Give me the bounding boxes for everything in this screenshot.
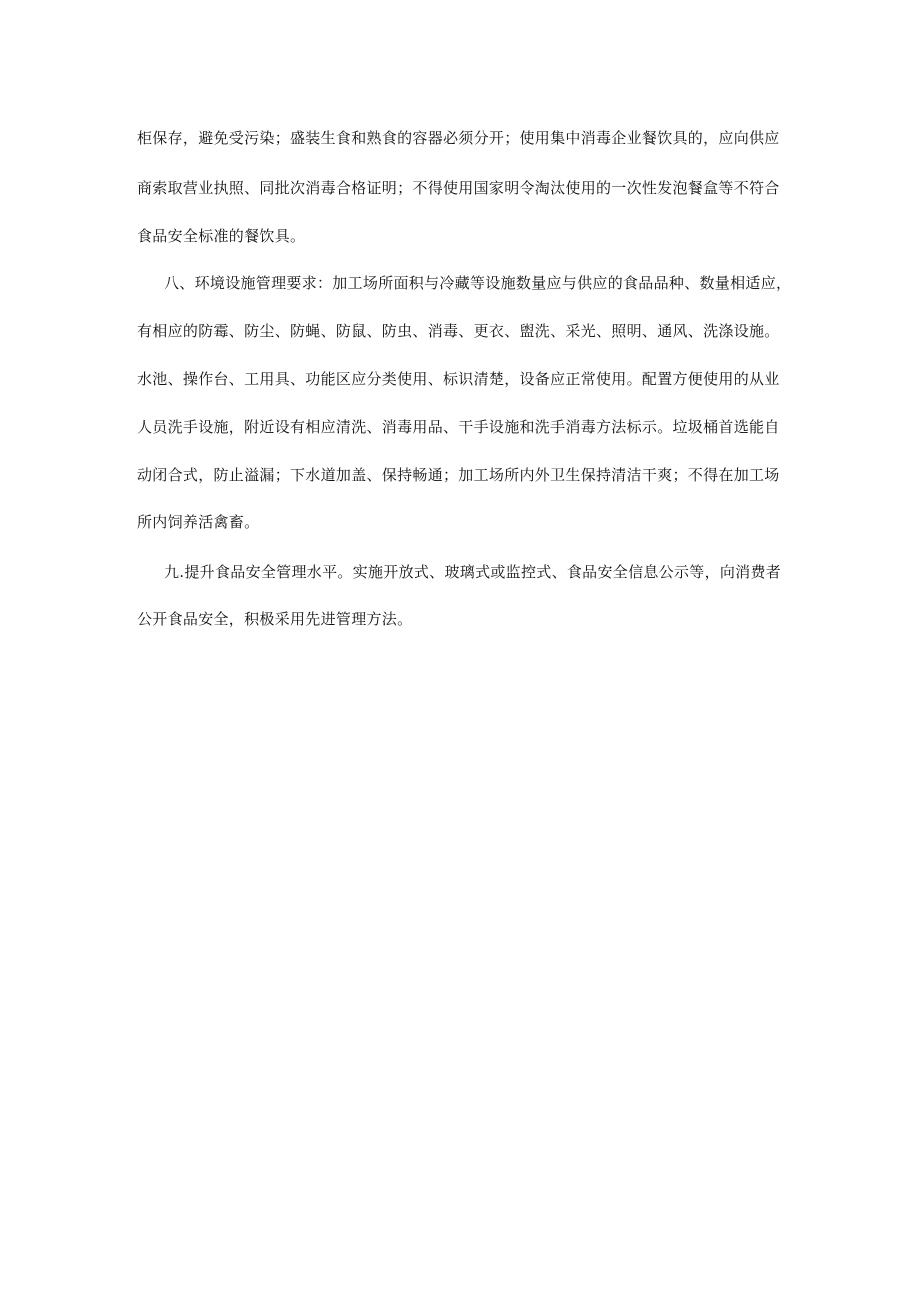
paragraph-9-line-1: 九.提升食品安全管理水平。实施开放式、玻璃式或监控式、食品安全信息公示等，向消费者 [164,563,782,581]
paragraph-continued-line-1: 柜保存，避免受污染；盛装生食和熟食的容器必须分开；使用集中消毒企业餐饮具的，应向供应 [137,129,780,147]
paragraph-8-line-1: 八、环境设施管理要求：加工场所面积与冷藏等设施数量应与供应的食品品种、数量相适应， [164,274,792,292]
paragraph-8-line-6: 所内饲养活禽畜。 [137,513,260,531]
paragraph-8-line-4: 人员洗手设施，附近设有相应清洗、消毒用品、干手设施和洗手消毒方法标示。垃圾桶首选能自 [137,418,780,436]
paragraph-8-line-5: 动闭合式，防止溢漏；下水道加盖、保持畅通；加工场所内外卫生保持清洁干爽；不得在加工场 [137,466,780,484]
paragraph-continued-line-3: 食品安全标准的餐饮具。 [137,227,306,245]
paragraph-9-line-2: 公开食品安全，积极采用先进管理方法。 [137,610,413,628]
paragraph-continued-line-2: 商索取营业执照、同批次消毒合格证明；不得使用国家明令淘汰使用的一次性发泡餐盒等不符合 [137,179,780,197]
paragraph-8-line-2: 有相应的防霉、防尘、防蝇、防鼠、防虫、消毒、更衣、盥洗、采光、照明、通风、洗涤设施。 [137,322,780,340]
paragraph-8-line-3: 水池、操作台、工用具、功能区应分类使用、标识清楚，设备应正常使用。配置方便使用的从业 [137,370,780,388]
